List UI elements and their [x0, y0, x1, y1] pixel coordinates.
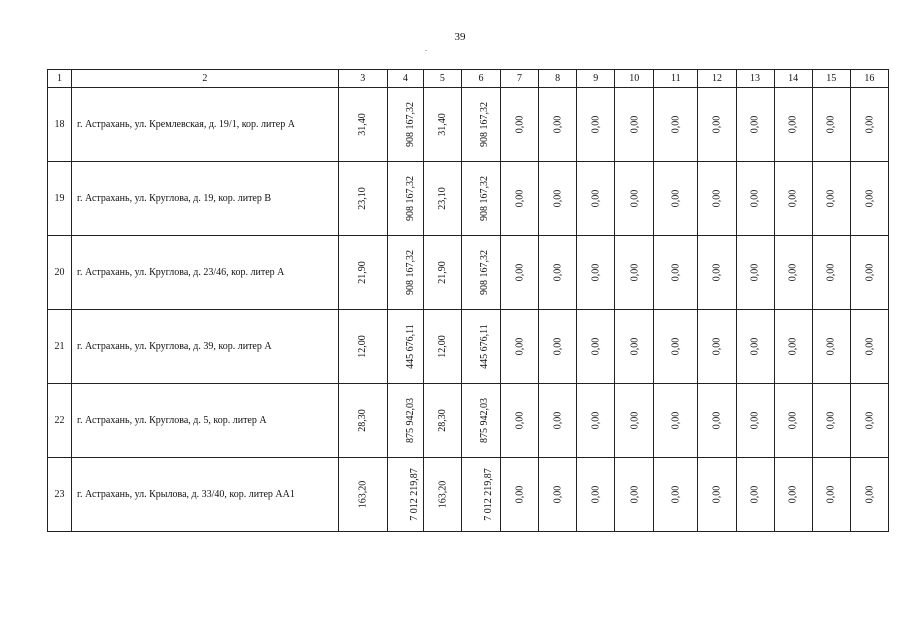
- zero-value-cell: [850, 162, 888, 236]
- column-number-header: 7: [501, 70, 539, 88]
- cost-cell-2-text: 908 167,32: [478, 176, 490, 221]
- column-number-header: 8: [539, 70, 577, 88]
- cost-cell-2-text: 908 167,32: [478, 250, 490, 295]
- table-row: [48, 384, 889, 458]
- zero-value-cell-text: 0,00: [670, 337, 682, 356]
- area-cell-2-text: 12,00: [436, 335, 448, 358]
- cost-cell: [387, 384, 423, 458]
- zero-value-cell-text: 0,00: [749, 263, 761, 282]
- area-cell-text: 21,90: [357, 261, 369, 284]
- zero-value-cell-text: 0,00: [787, 189, 799, 208]
- scan-speck: [425, 50, 427, 51]
- table-body: [48, 70, 889, 532]
- column-number-header: 12: [698, 70, 736, 88]
- zero-value-cell-text: 0,00: [670, 485, 682, 504]
- zero-value-cell: [577, 162, 615, 236]
- area-cell-2-text: 28,30: [436, 409, 448, 432]
- row-number-cell: 22: [48, 384, 72, 458]
- zero-value-cell: [774, 310, 812, 384]
- zero-value-cell: [850, 458, 888, 532]
- zero-value-cell: [736, 458, 774, 532]
- area-cell: [338, 88, 387, 162]
- cost-cell-text: 7 012 219,87: [408, 468, 420, 521]
- zero-value-cell-text: 0,00: [825, 485, 837, 504]
- zero-value-cell-text: 0,00: [787, 411, 799, 430]
- row-number-cell: 18: [48, 88, 72, 162]
- zero-value-cell: [774, 236, 812, 310]
- zero-value-cell-text: 0,00: [711, 189, 723, 208]
- zero-value-cell-text: 0,00: [552, 189, 564, 208]
- row-number-cell: 23: [48, 458, 72, 532]
- cost-cell-2-text: 7 012 219,87: [482, 468, 494, 521]
- zero-value-cell: [615, 88, 654, 162]
- zero-value-cell-text: 0,00: [825, 337, 837, 356]
- zero-value-cell-text: 0,00: [552, 485, 564, 504]
- zero-value-cell: [736, 384, 774, 458]
- cost-cell-text: 908 167,32: [404, 102, 416, 147]
- zero-value-cell: [615, 458, 654, 532]
- zero-value-cell-text: 0,00: [825, 115, 837, 134]
- property-registry-table: [47, 69, 889, 532]
- zero-value-cell: [774, 162, 812, 236]
- column-number-header: 11: [654, 70, 698, 88]
- address-cell: г. Астрахань, ул. Кремлевская, д. 19/1, кор. литер А: [72, 88, 339, 162]
- zero-value-cell: [577, 236, 615, 310]
- zero-value-cell: [654, 310, 698, 384]
- area-cell-text: 31,40: [357, 113, 369, 136]
- zero-value-cell-text: 0,00: [514, 115, 526, 134]
- cost-cell-2: [461, 236, 500, 310]
- zero-value-cell-text: 0,00: [825, 263, 837, 282]
- cost-cell-2-text: 908 167,32: [478, 102, 490, 147]
- cost-cell: [387, 458, 423, 532]
- zero-value-cell: [539, 310, 577, 384]
- zero-value-cell-text: 0,00: [670, 411, 682, 430]
- zero-value-cell-text: 0,00: [590, 189, 602, 208]
- area-cell-2-text: 21,90: [436, 261, 448, 284]
- row-number-cell: 21: [48, 310, 72, 384]
- zero-value-cell: [654, 236, 698, 310]
- zero-value-cell: [501, 88, 539, 162]
- area-cell-2: [423, 162, 461, 236]
- row-number-cell: 20: [48, 236, 72, 310]
- zero-value-cell-text: 0,00: [590, 115, 602, 134]
- column-number-header: 3: [338, 70, 387, 88]
- zero-value-cell: [774, 458, 812, 532]
- zero-value-cell: [850, 384, 888, 458]
- zero-value-cell-text: 0,00: [863, 189, 875, 208]
- address-cell: г. Астрахань, ул. Круглова, д. 19, кор. литер В: [72, 162, 339, 236]
- zero-value-cell-text: 0,00: [711, 115, 723, 134]
- cost-cell-2-text: 445 676,11: [478, 324, 490, 369]
- area-cell-2: [423, 236, 461, 310]
- table-row: [48, 310, 889, 384]
- zero-value-cell-text: 0,00: [514, 189, 526, 208]
- zero-value-cell: [774, 384, 812, 458]
- zero-value-cell: [774, 88, 812, 162]
- zero-value-cell-text: 0,00: [863, 411, 875, 430]
- zero-value-cell: [698, 310, 736, 384]
- zero-value-cell-text: 0,00: [787, 337, 799, 356]
- zero-value-cell-text: 0,00: [514, 411, 526, 430]
- zero-value-cell: [654, 458, 698, 532]
- address-cell: г. Астрахань, ул. Круглова, д. 23/46, кор. литер А: [72, 236, 339, 310]
- zero-value-cell: [850, 310, 888, 384]
- area-cell-text: 23,10: [357, 187, 369, 210]
- zero-value-cell: [736, 236, 774, 310]
- zero-value-cell: [736, 310, 774, 384]
- zero-value-cell-text: 0,00: [711, 337, 723, 356]
- zero-value-cell-text: 0,00: [628, 485, 640, 504]
- cost-cell-2: [461, 458, 500, 532]
- zero-value-cell-text: 0,00: [787, 115, 799, 134]
- cost-cell-2: [461, 88, 500, 162]
- table-row: [48, 236, 889, 310]
- cost-cell-2: [461, 162, 500, 236]
- area-cell: [338, 310, 387, 384]
- zero-value-cell-text: 0,00: [711, 263, 723, 282]
- zero-value-cell-text: 0,00: [825, 189, 837, 208]
- column-number-header: 10: [615, 70, 654, 88]
- zero-value-cell: [736, 162, 774, 236]
- zero-value-cell-text: 0,00: [863, 485, 875, 504]
- zero-value-cell-text: 0,00: [514, 337, 526, 356]
- zero-value-cell: [615, 384, 654, 458]
- zero-value-cell: [615, 310, 654, 384]
- address-cell: г. Астрахань, ул. Круглова, д. 5, кор. литер А: [72, 384, 339, 458]
- zero-value-cell-text: 0,00: [628, 189, 640, 208]
- area-cell-text: 163,20: [357, 480, 369, 509]
- zero-value-cell: [698, 162, 736, 236]
- address-cell: г. Астрахань, ул. Круглова, д. 39, кор. литер А: [72, 310, 339, 384]
- area-cell-text: 12,00: [357, 335, 369, 358]
- zero-value-cell-text: 0,00: [552, 411, 564, 430]
- zero-value-cell: [539, 384, 577, 458]
- zero-value-cell-text: 0,00: [863, 337, 875, 356]
- zero-value-cell-text: 0,00: [670, 115, 682, 134]
- cost-cell-text: 908 167,32: [404, 176, 416, 221]
- zero-value-cell-text: 0,00: [628, 337, 640, 356]
- zero-value-cell-text: 0,00: [552, 263, 564, 282]
- area-cell-2-text: 23,10: [436, 187, 448, 210]
- zero-value-cell-text: 0,00: [514, 485, 526, 504]
- column-number-header: 14: [774, 70, 812, 88]
- zero-value-cell: [812, 384, 850, 458]
- zero-value-cell-text: 0,00: [514, 263, 526, 282]
- zero-value-cell: [812, 310, 850, 384]
- column-number-row: [48, 70, 889, 88]
- zero-value-cell-text: 0,00: [863, 115, 875, 134]
- table-row: [48, 88, 889, 162]
- area-cell-2: [423, 458, 461, 532]
- column-number-header: 5: [423, 70, 461, 88]
- zero-value-cell: [812, 458, 850, 532]
- column-number-header: 2: [72, 70, 339, 88]
- column-number-header: 6: [461, 70, 500, 88]
- zero-value-cell-text: 0,00: [628, 115, 640, 134]
- cost-cell-2: [461, 384, 500, 458]
- zero-value-cell: [850, 88, 888, 162]
- zero-value-cell: [654, 88, 698, 162]
- area-cell-2: [423, 88, 461, 162]
- zero-value-cell: [501, 384, 539, 458]
- zero-value-cell: [501, 162, 539, 236]
- zero-value-cell: [850, 236, 888, 310]
- table-row: [48, 162, 889, 236]
- zero-value-cell: [615, 162, 654, 236]
- zero-value-cell: [539, 458, 577, 532]
- zero-value-cell: [736, 88, 774, 162]
- zero-value-cell: [539, 236, 577, 310]
- zero-value-cell-text: 0,00: [552, 337, 564, 356]
- area-cell-2-text: 163,20: [436, 480, 448, 509]
- page-number: 39: [454, 31, 466, 43]
- zero-value-cell-text: 0,00: [590, 411, 602, 430]
- zero-value-cell: [577, 88, 615, 162]
- zero-value-cell-text: 0,00: [749, 485, 761, 504]
- zero-value-cell-text: 0,00: [787, 485, 799, 504]
- area-cell-2-text: 31,40: [436, 113, 448, 136]
- area-cell-2: [423, 310, 461, 384]
- zero-value-cell: [501, 458, 539, 532]
- zero-value-cell: [812, 236, 850, 310]
- zero-value-cell: [577, 310, 615, 384]
- cost-cell-2-text: 875 942,03: [478, 398, 490, 443]
- zero-value-cell-text: 0,00: [670, 189, 682, 208]
- cost-cell-text: 875 942,03: [404, 398, 416, 443]
- zero-value-cell-text: 0,00: [749, 189, 761, 208]
- zero-value-cell: [577, 458, 615, 532]
- cost-cell-text: 445 676,11: [404, 324, 416, 369]
- cost-cell: [387, 162, 423, 236]
- zero-value-cell-text: 0,00: [863, 263, 875, 282]
- zero-value-cell: [698, 458, 736, 532]
- zero-value-cell-text: 0,00: [552, 115, 564, 134]
- zero-value-cell: [577, 384, 615, 458]
- area-cell-2: [423, 384, 461, 458]
- zero-value-cell-text: 0,00: [711, 411, 723, 430]
- zero-value-cell-text: 0,00: [590, 337, 602, 356]
- zero-value-cell: [501, 310, 539, 384]
- table-row: [48, 458, 889, 532]
- area-cell: [338, 236, 387, 310]
- cost-cell: [387, 88, 423, 162]
- zero-value-cell-text: 0,00: [749, 115, 761, 134]
- zero-value-cell: [812, 162, 850, 236]
- column-number-header: 4: [387, 70, 423, 88]
- cost-cell: [387, 310, 423, 384]
- area-cell: [338, 384, 387, 458]
- zero-value-cell-text: 0,00: [749, 411, 761, 430]
- cost-cell-text: 908 167,32: [404, 250, 416, 295]
- area-cell-text: 28,30: [357, 409, 369, 432]
- column-number-header: 1: [48, 70, 72, 88]
- column-number-header: 9: [577, 70, 615, 88]
- zero-value-cell: [812, 88, 850, 162]
- zero-value-cell: [654, 384, 698, 458]
- zero-value-cell-text: 0,00: [670, 263, 682, 282]
- cost-cell: [387, 236, 423, 310]
- zero-value-cell: [615, 236, 654, 310]
- zero-value-cell-text: 0,00: [749, 337, 761, 356]
- column-number-header: 15: [812, 70, 850, 88]
- zero-value-cell: [501, 236, 539, 310]
- zero-value-cell-text: 0,00: [628, 411, 640, 430]
- zero-value-cell-text: 0,00: [787, 263, 799, 282]
- zero-value-cell-text: 0,00: [590, 485, 602, 504]
- zero-value-cell: [539, 88, 577, 162]
- zero-value-cell-text: 0,00: [628, 263, 640, 282]
- column-number-header: 16: [850, 70, 888, 88]
- zero-value-cell-text: 0,00: [711, 485, 723, 504]
- zero-value-cell: [698, 88, 736, 162]
- zero-value-cell: [698, 384, 736, 458]
- cost-cell-2: [461, 310, 500, 384]
- area-cell: [338, 162, 387, 236]
- column-number-header: 13: [736, 70, 774, 88]
- zero-value-cell: [698, 236, 736, 310]
- address-cell: г. Астрахань, ул. Крылова, д. 33/40, кор. литер АА1: [72, 458, 339, 532]
- zero-value-cell-text: 0,00: [825, 411, 837, 430]
- row-number-cell: 19: [48, 162, 72, 236]
- zero-value-cell-text: 0,00: [590, 263, 602, 282]
- zero-value-cell: [539, 162, 577, 236]
- zero-value-cell: [654, 162, 698, 236]
- area-cell: [338, 458, 387, 532]
